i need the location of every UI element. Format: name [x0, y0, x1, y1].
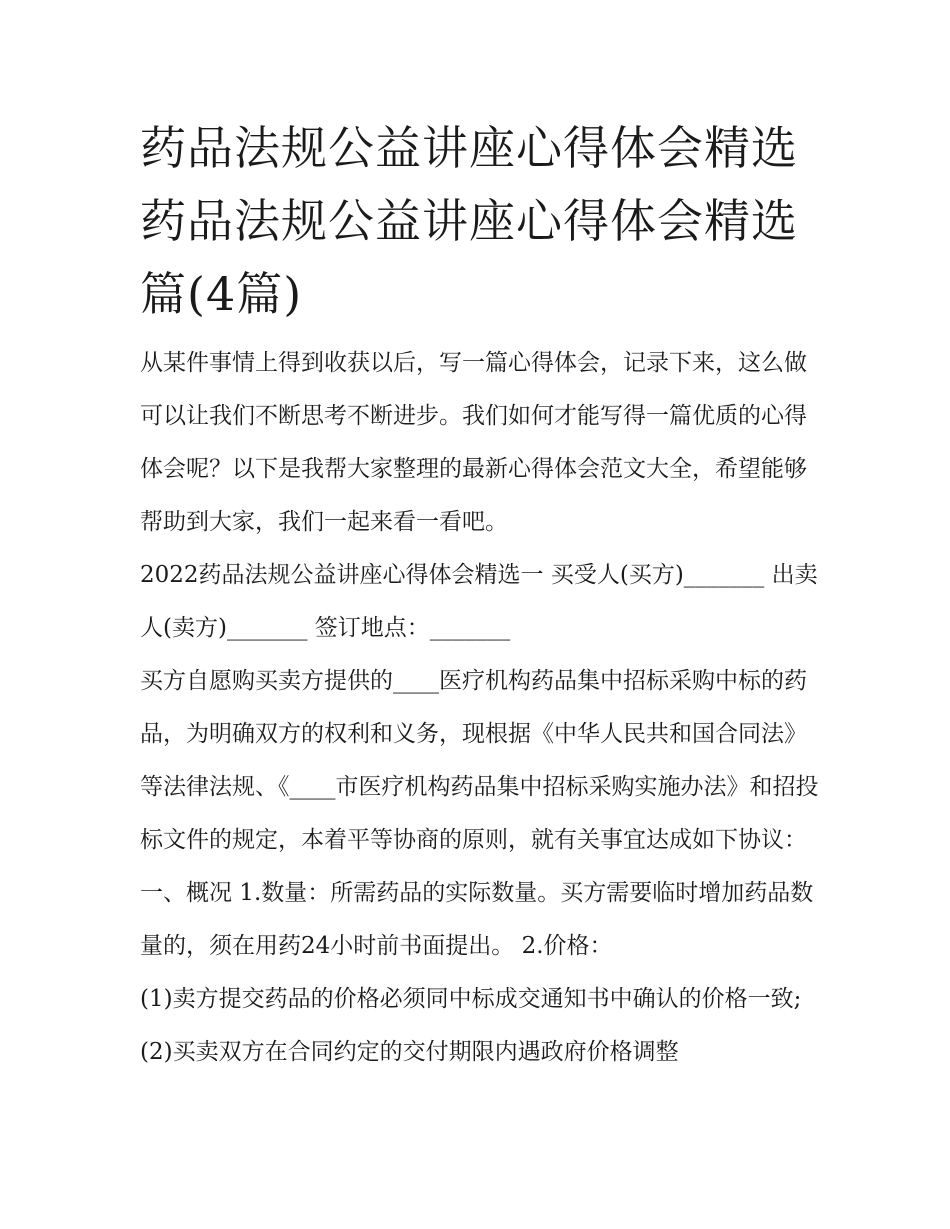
paragraph-price: (1)卖方提交药品的价格必须同中标成交通知书中确认的价格一致; (2)买卖双方在合同约定的交付期限内遇政府价格调整 [140, 986, 802, 1065]
paragraph-overview: 一、概况 1.数量：所需药品的实际数量。买方需要临时增加药品数量的，须在用药24小时前书面提出。 2.价格： [140, 880, 814, 959]
paragraph-parties: 2022药品法规公益讲座心得体会精选一 买受人(买方)_______ 出卖人(卖方)_______ 签订地点：_______ [140, 562, 818, 641]
paragraph-intro: 从某件事情上得到收获以后，写一篇心得体会，记录下来，这么做可以让我们不断思考不断进步。我们如何才能写得一篇优质的心得体会呢？以下是我帮大家整理的最新心得体会范文大全，希望能够帮助到大家，我们一起来看一看吧。 [140, 350, 807, 535]
paragraph-purchase-terms: 买方自愿购买卖方提供的____医疗机构药品集中招标采购中标的药品，为明确双方的权利和义务，现根据《中华人民共和国合同法》等法律法规、《____市医疗机构药品集中招标采购实施办法》和招投标文件的规定，本着平等协商的原则，就有关事宜达成如下协议： [140, 668, 819, 853]
document-title: 药品法规公益讲座心得体会精选 药品法规公益讲座心得体会精选篇(4篇) [140, 121, 798, 321]
document-page [140, 112, 820, 1079]
